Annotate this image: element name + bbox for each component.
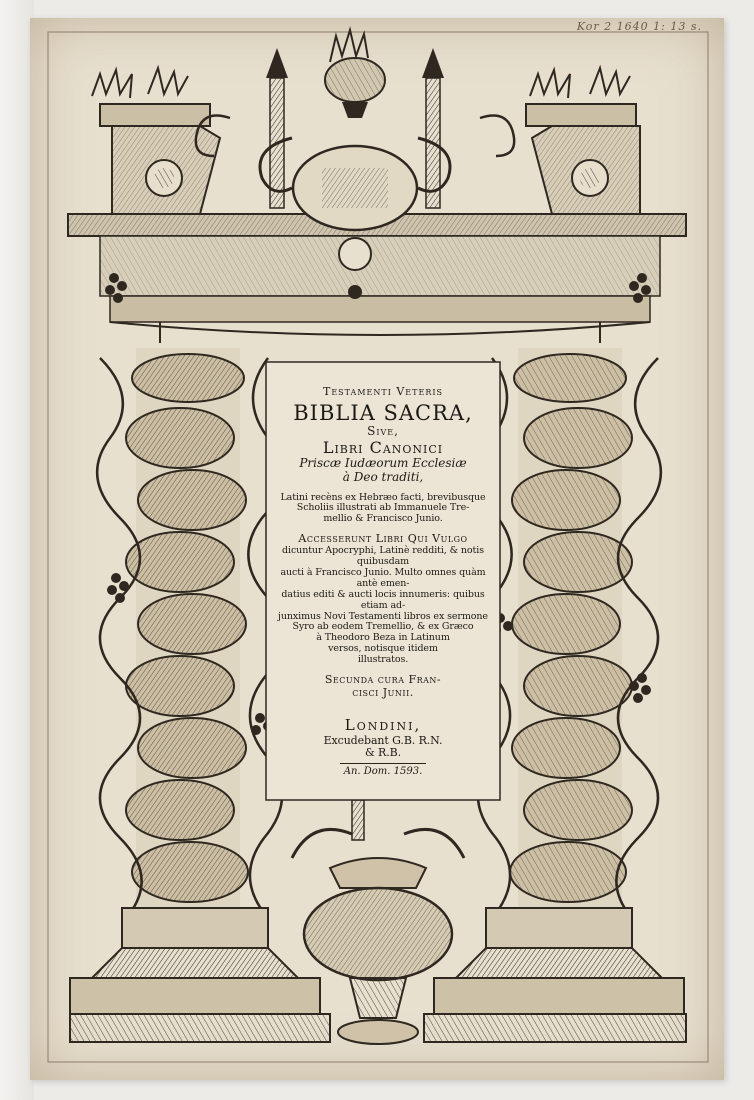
para1-line: Latini recèns ex Hebræo facti, brevibusque [280,491,486,503]
imprint-printers: Excudebant G.B. R.N. [323,733,443,747]
title-line-sive: Sive, [367,423,399,438]
title-page [30,18,724,1080]
title-text-panel [270,366,496,796]
para1-line: mellio & Francisco Junio. [323,513,443,525]
imprint-printers: & R.B. [364,746,402,760]
para2-line: à Theodoro Beza in Latinum [316,632,450,644]
para2-line: aucti à Francisco Junio. Multo omnes quàm antè emen- [280,566,486,589]
previous-leaf-edge [0,0,34,1100]
imprint-city: Londini, [344,716,422,735]
title-line-biblia-sacra: BIBLIA SACRA, [293,400,473,425]
top-entablature [68,214,686,343]
right-top-tower [526,68,640,214]
left-pedestal [70,908,330,1042]
title-line-libri-canonici: Libri Canonici [322,437,444,457]
para2-heading: Accesserunt Libri Qui Vulgo [298,532,468,546]
secunda-cura-line: Secunda cura Fran- [324,673,442,687]
para2-line: versos, notisque itidem [328,643,438,655]
para2-line: Syro ab eodem Tremellio, & ex Græco [292,621,474,633]
handwritten-inscription: Kor 2 1640 1: 13 s. [576,20,702,33]
imprint-date: An. Dom. 1593. [343,765,423,777]
title-line-a-deo: à Deo traditi, [342,469,424,484]
para2-line: dicuntur Apocryphi, Latinè redditi, & notis quibusdam [282,544,484,567]
left-top-tower [92,68,220,214]
right-twisted-column [478,348,661,918]
right-pedestal [424,908,686,1042]
imprint-rule [340,763,426,764]
para1-line: Scholiis illustrati ab Immanuele Tre- [296,502,470,514]
secunda-cura-line: cisci Junii. [352,685,414,699]
title-line-testamenti: Testamenti Veteris [323,385,443,398]
para2-line: datius editi & aucti locis innumeris: quibus etiam ad- [281,588,485,611]
para2-line: illustratos. [357,654,409,666]
para2-line: junximus Novi Testamenti libros ex sermone [278,610,488,622]
left-twisted-column [97,348,282,918]
title-line-priscae: Priscæ Iudæorum Ecclesiæ [299,455,467,470]
